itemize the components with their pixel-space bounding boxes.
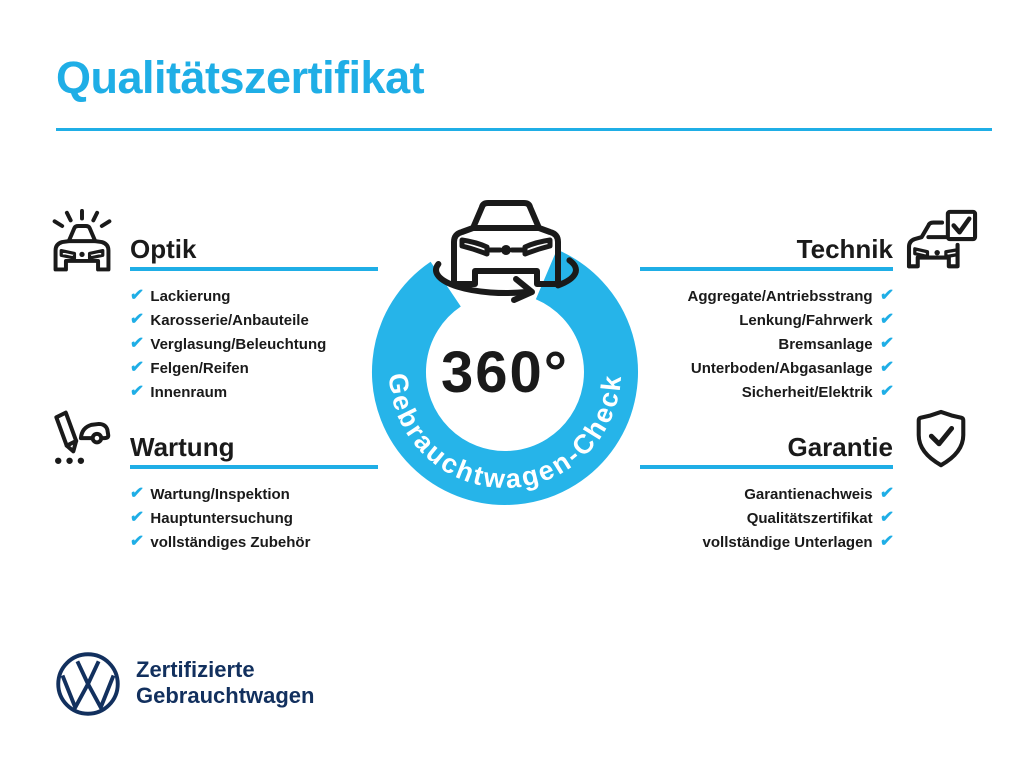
- list-item: [130, 482, 378, 506]
- check-icon: ✔: [878, 287, 894, 304]
- list-item: [640, 308, 893, 332]
- car-checkbox-icon: [903, 208, 983, 276]
- section-rule: [130, 267, 378, 271]
- service-note-icon: [44, 406, 114, 474]
- list-item: [640, 506, 893, 530]
- list-item: [130, 380, 378, 404]
- item-label: Verglasung/Beleuchtung: [150, 335, 327, 353]
- section-wartung: [130, 430, 378, 554]
- item-label: Hauptuntersuchung: [150, 509, 293, 527]
- check-icon: ✔: [878, 383, 894, 400]
- check-icon: ✔: [129, 383, 145, 400]
- header-divider: [56, 128, 992, 131]
- item-label: Unterboden/Abgasanlage: [690, 359, 873, 377]
- list-item: [130, 530, 378, 554]
- list-item: [640, 356, 893, 380]
- section-technik: [640, 232, 893, 404]
- shield-check-icon: [910, 406, 972, 474]
- item-label: vollständiges Zubehör: [150, 533, 311, 551]
- list-item: [130, 506, 378, 530]
- badge-ring-label: Gebrauchtwagen-Check: [382, 371, 628, 495]
- section-rule: [130, 465, 378, 469]
- list-item: [130, 284, 378, 308]
- checklist-technik: [640, 284, 893, 404]
- check-icon: ✔: [878, 485, 894, 502]
- badge-degree-label: 360°: [441, 340, 569, 405]
- page-title: Qualitätszertifikat: [56, 52, 425, 103]
- check-icon: ✔: [129, 533, 145, 550]
- footer-line1: Zertifizierte: [136, 657, 255, 682]
- section-title-wartung: Wartung: [130, 432, 235, 462]
- section-garantie: [640, 430, 893, 554]
- list-item: [130, 332, 378, 356]
- item-label: Lenkung/Fahrwerk: [739, 311, 873, 329]
- check-icon: ✔: [129, 359, 145, 376]
- check-icon: ✔: [129, 287, 145, 304]
- list-item: [640, 482, 893, 506]
- vw-logo: [54, 650, 122, 718]
- check-icon: ✔: [878, 359, 894, 376]
- shine-car-icon: [46, 209, 118, 277]
- check-icon: ✔: [878, 311, 894, 328]
- footer-line2: Gebrauchtwagen: [136, 683, 315, 708]
- check-icon: ✔: [129, 509, 145, 526]
- item-label: Bremsanlage: [778, 335, 873, 353]
- check-icon: ✔: [878, 509, 894, 526]
- check-icon: ✔: [129, 485, 145, 502]
- checklist-wartung: [130, 482, 378, 554]
- item-label: Sicherheit/Elektrik: [741, 383, 873, 401]
- item-label: Aggregate/Antriebsstrang: [687, 287, 873, 305]
- item-label: Lackierung: [150, 287, 231, 305]
- list-item: [640, 284, 893, 308]
- checklist-garantie: [640, 482, 893, 554]
- item-label: Qualitätszertifikat: [746, 509, 873, 527]
- footer-wordmark: [136, 657, 314, 709]
- item-label: Innenraum: [150, 383, 228, 401]
- badge-360-check: [350, 194, 660, 508]
- item-label: Felgen/Reifen: [150, 359, 249, 377]
- item-label: vollständige Unterlagen: [702, 533, 873, 551]
- rotating-car-icon: [436, 203, 576, 300]
- section-optik: [130, 232, 378, 404]
- section-title-optik: Optik: [130, 234, 197, 264]
- list-item: [130, 308, 378, 332]
- list-item: [640, 530, 893, 554]
- list-item: [130, 356, 378, 380]
- section-rule: [640, 465, 893, 469]
- check-icon: ✔: [129, 335, 145, 352]
- check-icon: ✔: [878, 335, 894, 352]
- item-label: Karosserie/Anbauteile: [150, 311, 309, 329]
- list-item: [640, 380, 893, 404]
- list-item: [640, 332, 893, 356]
- check-icon: ✔: [878, 533, 894, 550]
- item-label: Garantienachweis: [744, 485, 873, 503]
- checklist-optik: [130, 284, 378, 404]
- check-icon: ✔: [129, 311, 145, 328]
- section-rule: [640, 267, 893, 271]
- item-label: Wartung/Inspektion: [150, 485, 290, 503]
- section-title-garantie: Garantie: [787, 432, 893, 462]
- section-title-technik: Technik: [796, 234, 893, 264]
